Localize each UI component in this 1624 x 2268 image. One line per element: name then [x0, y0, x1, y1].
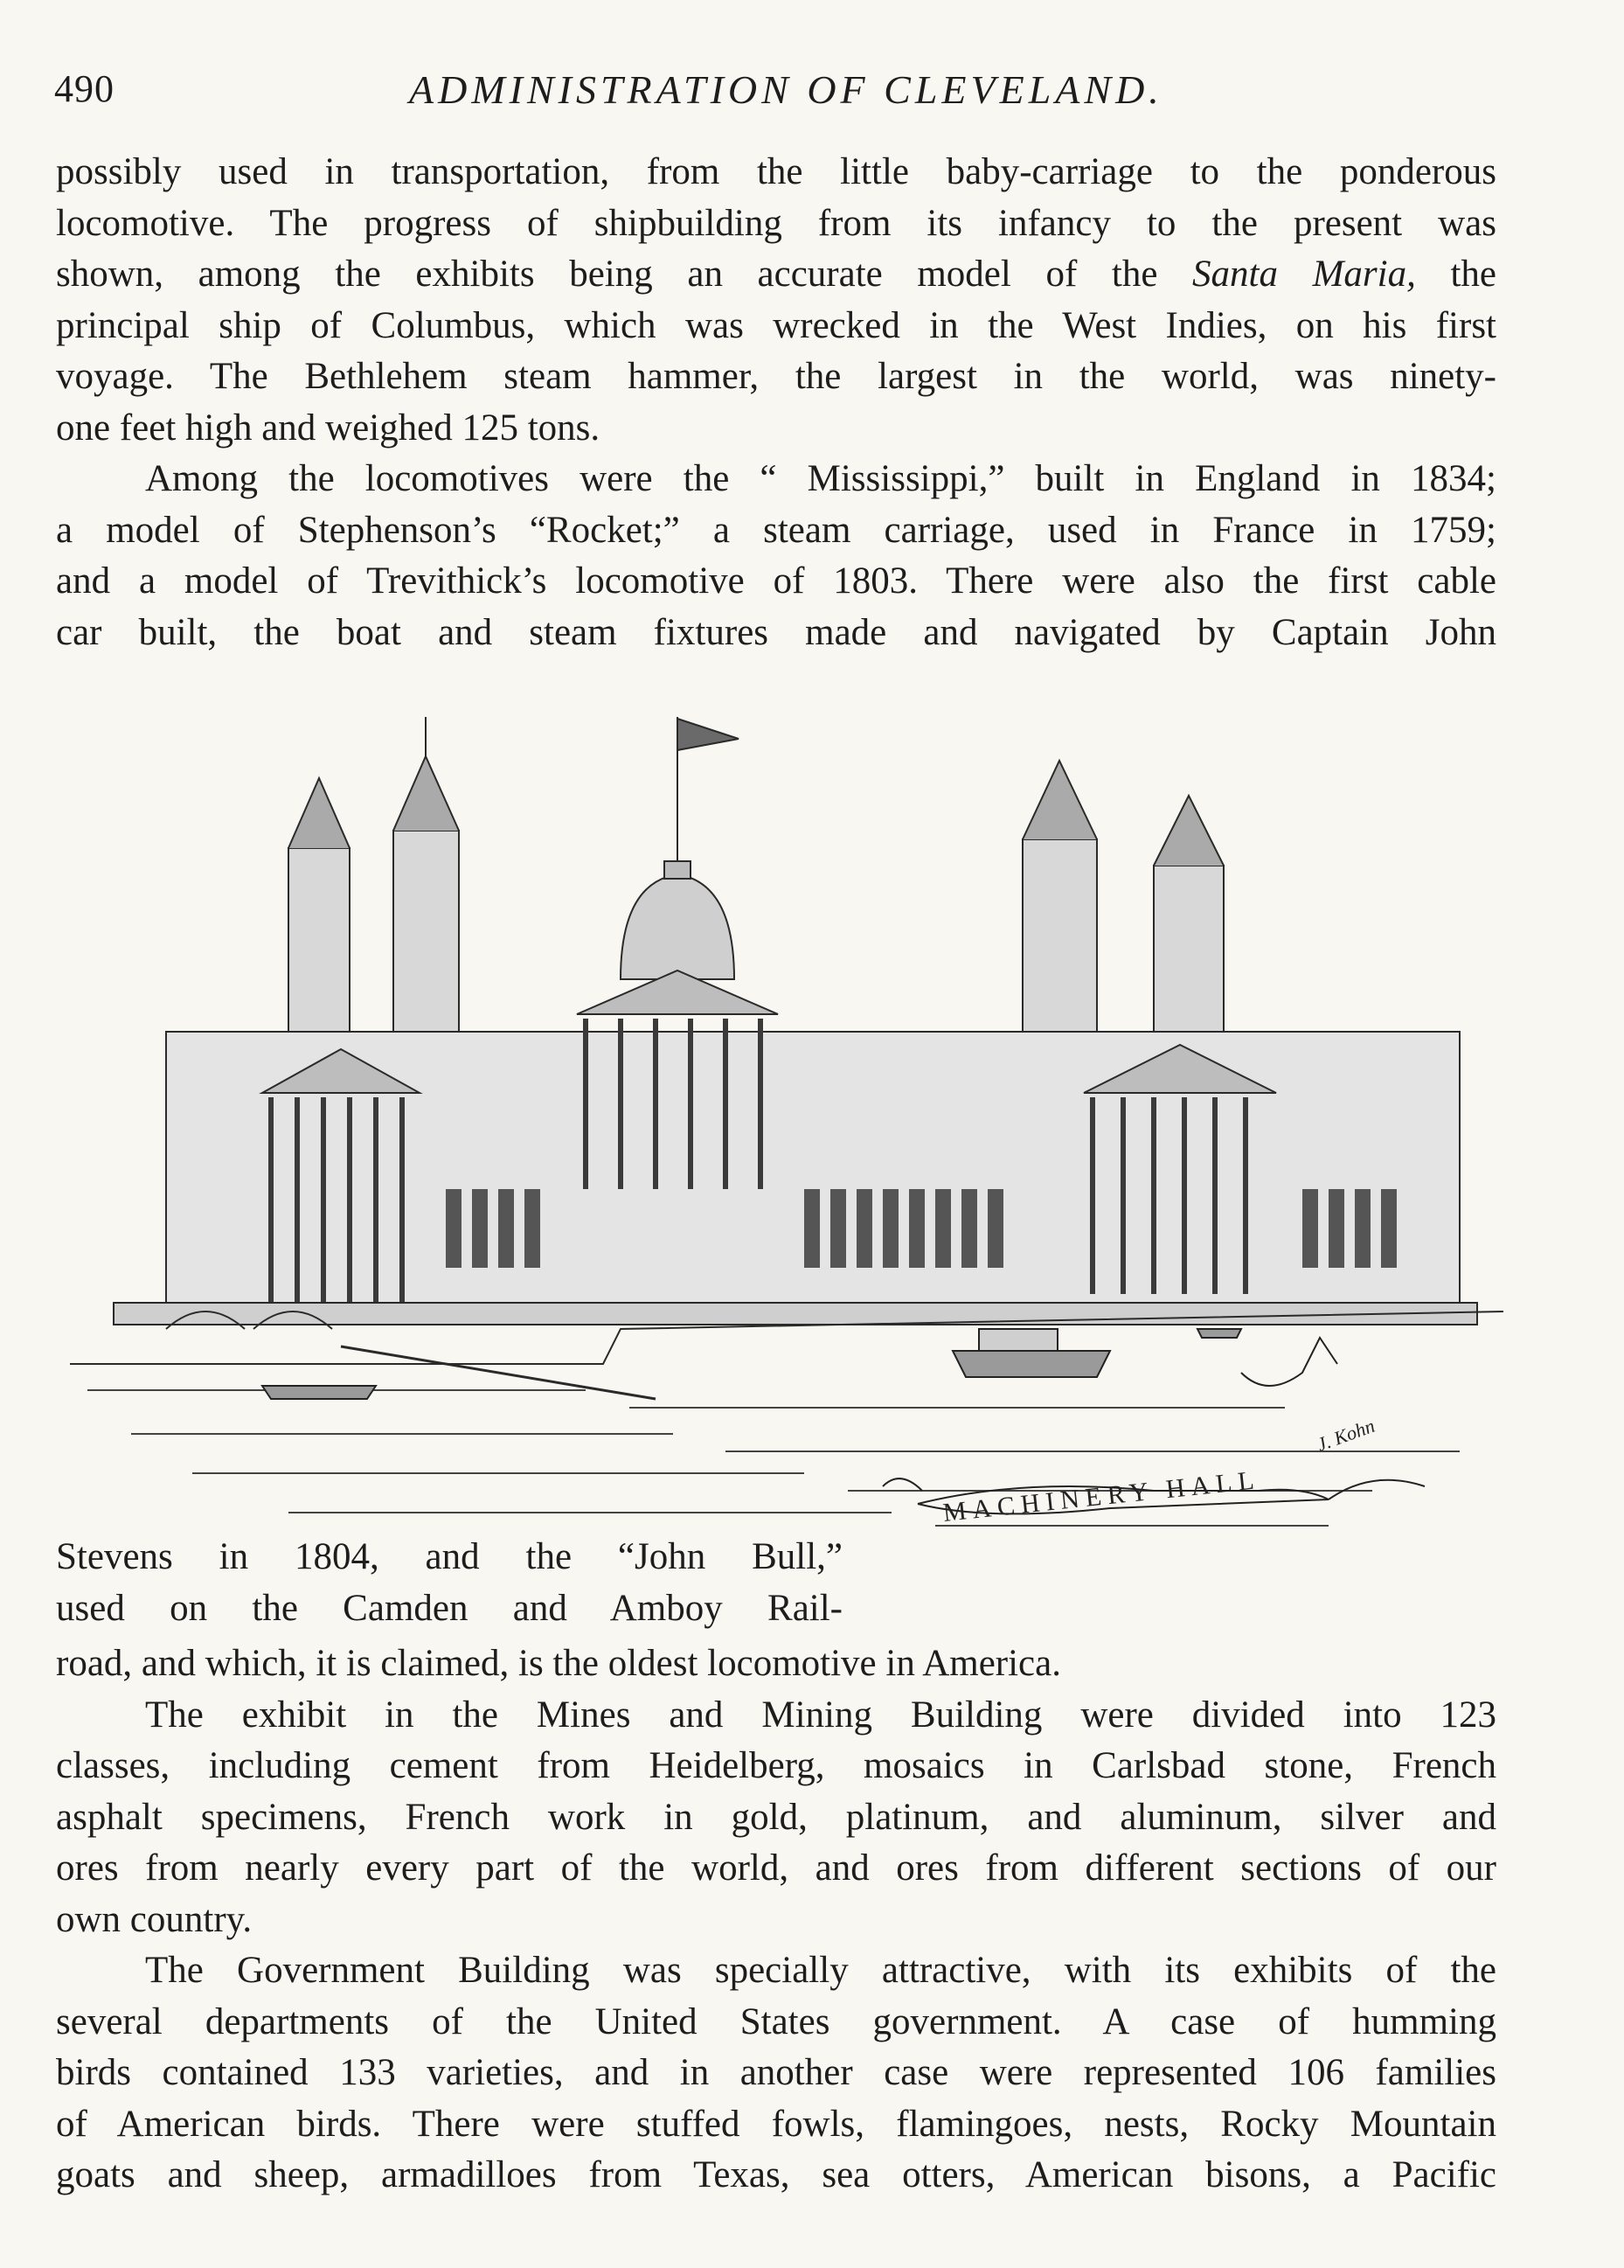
text-line: The exhibit in the Mines and Mining Building were divided into 123	[145, 1694, 1496, 1736]
text-line: Stevens in 1804, and the “John Bull,”	[56, 1536, 843, 1577]
text-line: of American birds. There were stuffed fowls, flamingoes, nests, Rocky Mountain	[56, 2103, 1496, 2145]
text-line: Among the locomotives were the “ Mississippi,” built in England in 1834;	[145, 458, 1496, 499]
text-line: locomotive. The progress of shipbuilding from its infancy to the present was	[56, 202, 1496, 244]
text-line-fragment: the	[1450, 254, 1497, 295]
text-line: goats and sheep, armadilloes from Texas, sea otters, American bisons, a Pacific	[56, 2154, 1496, 2195]
text-line: one feet high and weighed 125 tons.	[56, 407, 600, 449]
text-line	[56, 249, 1496, 301]
banner-title: MACHINERY HALL	[941, 1465, 1262, 1527]
text-line: possibly used in transportation, from the little baby-carriage to the ponderous	[56, 151, 1496, 192]
body-text-bottom	[56, 1638, 1496, 2202]
machinery-hall-illustration	[61, 699, 1503, 1565]
text-line: birds contained 133 varieties, and in another case were represented 106 families	[56, 2052, 1496, 2093]
text-line: own country.	[56, 1898, 253, 1940]
body-text-top	[56, 147, 1496, 658]
text-line: a model of Stephenson’s “Rocket;” a steam carriage, used in France in 1759;	[56, 509, 1496, 551]
text-line: used on the Camden and Amboy Rail-	[56, 1587, 843, 1629]
text-line: and a model of Trevithick’s locomotive of 1803. There were also the first cable	[56, 560, 1496, 602]
engraving-drawing	[61, 699, 1503, 1565]
artist-signature: J. Kohn	[1314, 1414, 1378, 1456]
text-line: road, and which, it is claimed, is the oldest locomotive in America.	[56, 1643, 1061, 1684]
page-number: 490	[54, 67, 115, 110]
text-line: asphalt specimens, French work in gold, platinum, and aluminum, silver and	[56, 1796, 1496, 1838]
text-line: ores from nearly every part of the world, and ores from different sections of our	[56, 1847, 1496, 1889]
body-text-beside-illustration	[56, 1532, 843, 1634]
text-line-fragment: shown, among the exhibits being an accurate model of the	[56, 254, 1158, 295]
text-line: car built, the boat and steam fixtures made and navigated by Captain John	[56, 611, 1496, 653]
text-line: classes, including cement from Heidelberg, mosaics in Carlsbad stone, French	[56, 1745, 1496, 1786]
text-line: several departments of the United States government. A case of humming	[56, 2000, 1496, 2042]
italic-ship-name: Santa Maria,	[1192, 254, 1416, 295]
text-line: principal ship of Columbus, which was wrecked in the West Indies, on his first	[56, 304, 1496, 346]
running-title: ADMINISTRATION OF CLEVELAND.	[409, 67, 1163, 112]
text-line: The Government Building was specially attractive, with its exhibits of the	[145, 1950, 1496, 1991]
text-line: voyage. The Bethlehem steam hammer, the largest in the world, was ninety-	[56, 356, 1496, 397]
